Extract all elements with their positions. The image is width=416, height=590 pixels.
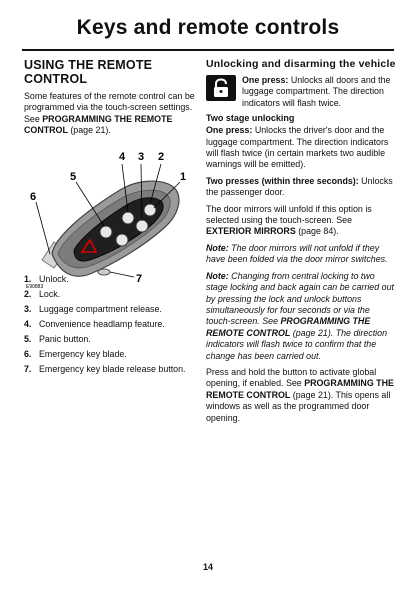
two-stage-one-press: One press: Unlocks the driver's door and the luggage compartment. The direction indicators will flash twice (in certain markets two audible warnings will be emitted). [206,125,389,170]
callout-1: 1 [180,170,187,183]
remote-key-illustration [24,142,202,292]
callout-5: 5 [70,170,77,183]
unlock-description [206,75,396,109]
lock-button [136,220,148,232]
list-item: 1. Unlock. [24,274,69,284]
page-number: 14 [202,562,213,572]
remote-features-list [24,272,202,377]
list-item: 2. Lock. [24,289,61,299]
headlamp-button [100,226,112,238]
list-item: 7. Emergency key blade release button. [24,364,186,374]
note-mirrors: Note: The door mirrors will not unfold if they have been folded via the door mirror switches. [206,242,388,265]
section-heading-unlocking: Unlocking and disarming the vehicle [206,58,396,70]
figure-code: E90883 [26,283,44,290]
page-title: Keys and remote controls [76,16,340,39]
title-divider [22,49,394,51]
list-item: 3. Luggage compartment release. [24,304,162,314]
luggage-button [122,212,134,224]
unlock-icon [206,75,236,101]
callout-7: 7 [136,272,143,285]
left-column [24,58,202,292]
two-stage-heading: Two stage unlocking [206,113,295,124]
callout-6: 6 [30,190,37,203]
unlock-button [144,204,156,216]
note-locking-mode: Note: Changing from central locking to two stage locking and back again can be carried out by pressing the lock and unlock buttons simultaneously for four seconds or via the touch-screen. See PROGRAMMING THE REMOTE CONTROL (page 21). The direction indicators will flash twice to confirm that the change has been carried out. [206,270,394,361]
global-opening-paragraph: Press and hold the button to activate global opening, if enabled. See PROGRAMMING THE REMOTE CONTROL (page 21). This opens all windows as well as the programmed door opening. [206,366,394,423]
intro-page-ref: (page 21). [67,125,111,136]
right-column [206,58,396,429]
callout-4: 4 [119,150,126,163]
intro-paragraph [24,91,202,137]
intro-text: Some features of the remote control can be programmed via the touch-screen settings. See [24,91,195,124]
two-stage-two-presses: Two presses (within three seconds): Unlocks the passenger door. [206,175,393,198]
remote-key-figure [24,142,202,292]
list-item: 5. Panic button. [24,334,91,344]
callout-2: 2 [158,150,165,163]
section-heading-remote: USING THE REMOTE CONTROL [24,58,153,86]
intro-reference: PROGRAMMING THE REMOTE CONTROL [24,113,173,136]
callout-3: 3 [138,150,145,163]
list-item: 6. Emergency key blade. [24,349,127,359]
one-press-text: One press: Unlocks all doors and the luggage compartment. The direction indicators will flash twice. [242,75,391,108]
list-item: 4. Convenience headlamp feature. [24,319,165,329]
mirrors-paragraph: The door mirrors will unfold if this option is selected using the touch-screen. See EXTERIOR MIRRORS (page 84). [206,203,372,237]
